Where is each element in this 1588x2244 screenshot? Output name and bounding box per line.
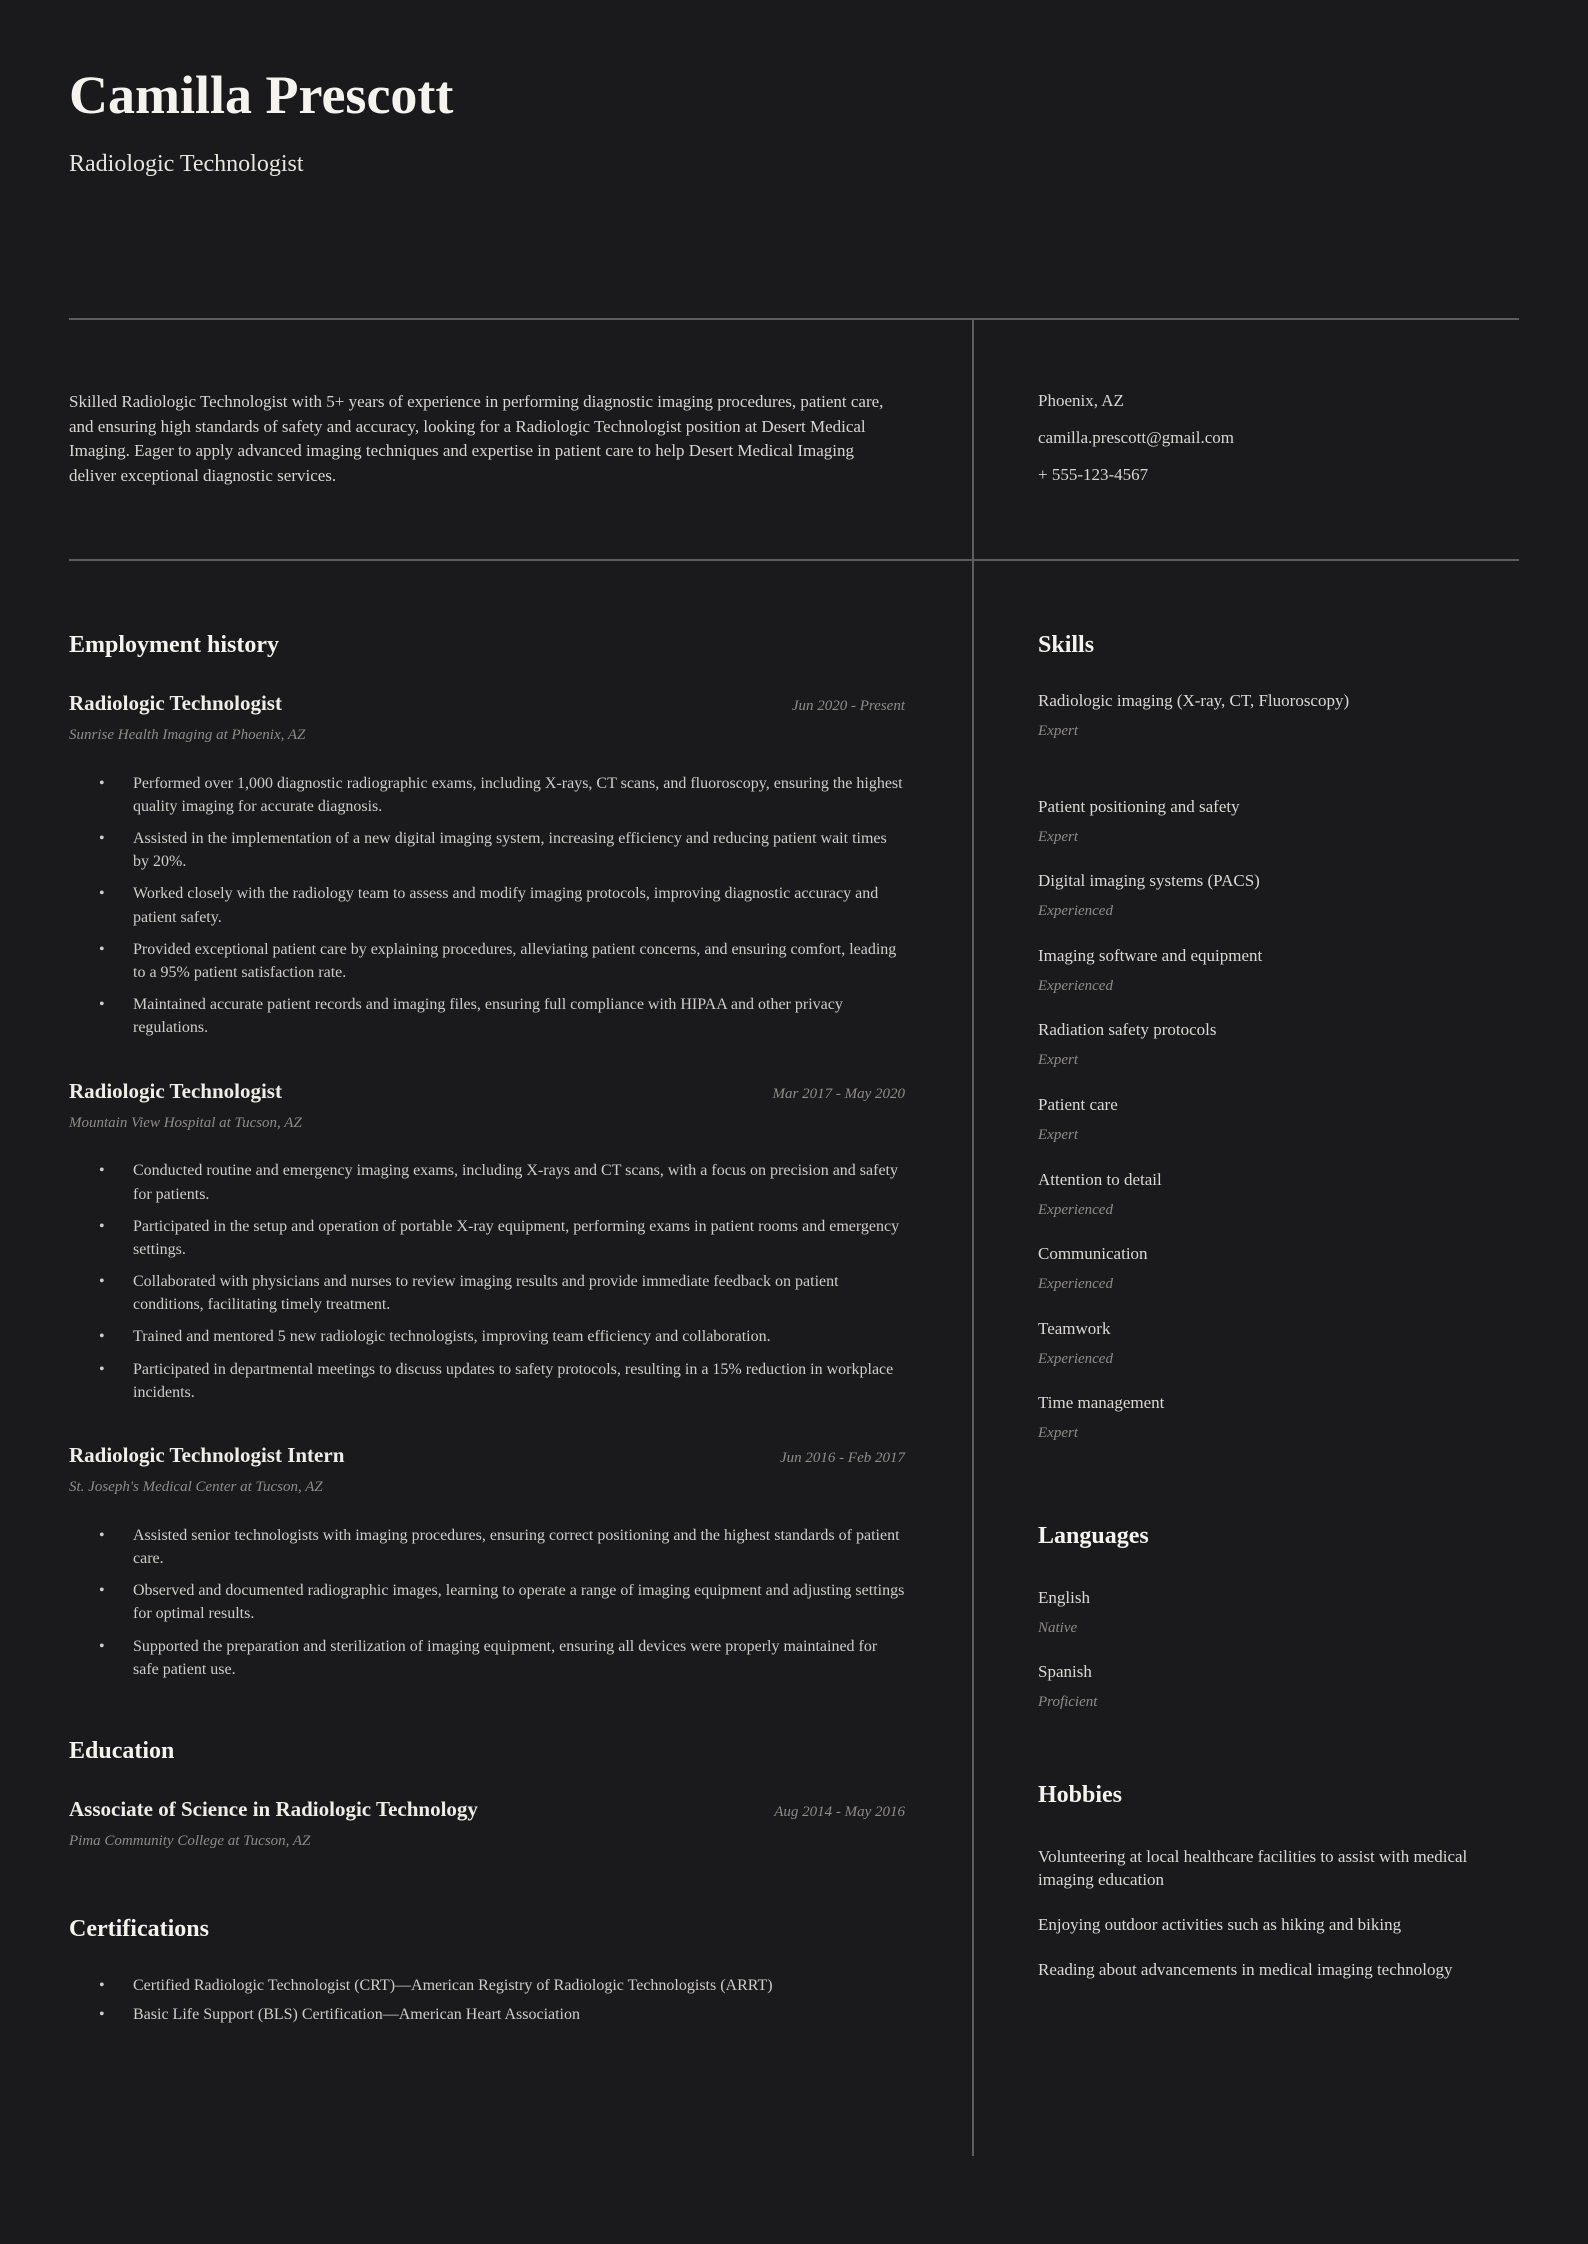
job-entry bbox=[69, 1078, 905, 1404]
skill-name: Time management bbox=[1038, 1393, 1165, 1413]
education-entry bbox=[69, 1796, 905, 1852]
hobby-item: Reading about advancements in medical imaging technology bbox=[1038, 1959, 1453, 1979]
skill-name: Teamwork bbox=[1038, 1318, 1111, 1338]
job-bullet-list bbox=[69, 1159, 905, 1404]
job-entry bbox=[69, 690, 905, 1040]
job-bullet-list bbox=[69, 1524, 905, 1681]
skill-item bbox=[1038, 1169, 1519, 1221]
job-bullet: • Participated in departmental meetings to discuss updates to safety protocols, resulting in a 15% reduction in workplace incidents. bbox=[69, 1358, 905, 1404]
summary-block bbox=[69, 320, 972, 559]
intro-section bbox=[69, 320, 1519, 559]
job-title: Radiologic Technologist bbox=[69, 690, 282, 715]
skill-level: Experienced bbox=[1038, 1201, 1113, 1218]
job-dates: Jun 2016 - Feb 2017 bbox=[780, 1450, 905, 1467]
education-section bbox=[69, 1737, 905, 1852]
job-dates: Mar 2017 - May 2020 bbox=[772, 1085, 905, 1102]
certifications-section bbox=[69, 1915, 905, 2026]
certification-item: • Basic Life Support (BLS) Certification—American Heart Association bbox=[69, 2003, 905, 2026]
job-title: Radiologic Technologist bbox=[69, 1078, 282, 1103]
person-name: Camilla Prescott bbox=[69, 65, 454, 125]
employment-heading: Employment history bbox=[69, 632, 279, 659]
job-bullet: • Collaborated with physicians and nurses to review imaging results and provide immediate feedback on patient conditions, facilitating timely treatment. bbox=[69, 1270, 905, 1316]
main-column bbox=[69, 561, 972, 2156]
skill-level: Expert bbox=[1038, 828, 1078, 845]
skill-name: Communication bbox=[1038, 1244, 1148, 1264]
skill-level: Experienced bbox=[1038, 1276, 1113, 1293]
job-bullet: • Conducted routine and emergency imaging exams, including X-rays and CT scans, with a focus on precision and safety for patients. bbox=[69, 1159, 905, 1205]
skill-item bbox=[1038, 945, 1519, 997]
certification-item: • Certified Radiologic Technologist (CRT)—American Registry of Radiologic Technologists (ARRT) bbox=[69, 1974, 905, 1997]
job-title-row bbox=[69, 690, 905, 716]
language-level: Proficient bbox=[1038, 1694, 1098, 1711]
contact-phone: + 555-123-4567 bbox=[1038, 465, 1149, 485]
skill-level: Experienced bbox=[1038, 977, 1113, 994]
skill-name: Attention to detail bbox=[1038, 1169, 1162, 1189]
contact-block bbox=[972, 320, 1519, 559]
skill-name: Imaging software and equipment bbox=[1038, 945, 1263, 965]
job-company: Mountain View Hospital at Tucson, AZ bbox=[69, 1114, 302, 1131]
main-content bbox=[69, 561, 1519, 2156]
hobby-item: Volunteering at local healthcare facilities to assist with medical imaging education bbox=[1038, 1846, 1468, 1889]
sidebar bbox=[972, 561, 1519, 2156]
degree-title: Associate of Science in Radiologic Technology bbox=[69, 1796, 478, 1821]
skill-name: Patient positioning and safety bbox=[1038, 796, 1240, 816]
skill-item bbox=[1038, 796, 1519, 848]
certification-list bbox=[69, 1974, 905, 2026]
language-item bbox=[1038, 1661, 1519, 1713]
skill-item bbox=[1038, 1318, 1519, 1370]
skill-item bbox=[1038, 690, 1519, 742]
hobbies-section bbox=[1038, 1781, 1519, 1982]
job-bullet: • Assisted senior technologists with imaging procedures, ensuring correct positioning and the highest standards of patient care. bbox=[69, 1524, 905, 1570]
skill-level: Expert bbox=[1038, 723, 1078, 740]
job-company: St. Joseph's Medical Center at Tucson, AZ bbox=[69, 1479, 323, 1496]
skills-section bbox=[1038, 631, 1519, 1444]
education-school: Pima Community College at Tucson, AZ bbox=[69, 1832, 311, 1849]
skill-item bbox=[1038, 1392, 1519, 1444]
language-item bbox=[1038, 1587, 1519, 1639]
contact-email[interactable]: camilla.prescott@gmail.com bbox=[1038, 427, 1234, 447]
job-bullet: • Performed over 1,000 diagnostic radiographic exams, including X-rays, CT scans, and fluoroscopy, ensuring the highest quality imaging for accurate diagnosis. bbox=[69, 772, 905, 818]
contact-location: Phoenix, AZ bbox=[1038, 390, 1124, 410]
job-bullet: • Observed and documented radiographic images, learning to operate a range of imaging equipment and adjusting settings for optimal results. bbox=[69, 1579, 905, 1625]
skill-name: Digital imaging systems (PACS) bbox=[1038, 871, 1260, 891]
skill-level: Expert bbox=[1038, 1052, 1078, 1069]
skill-name: Radiation safety protocols bbox=[1038, 1020, 1217, 1040]
skill-level: Experienced bbox=[1038, 1350, 1113, 1367]
languages-heading: Languages bbox=[1038, 1522, 1149, 1549]
skills-list bbox=[1038, 690, 1519, 1444]
skill-level: Expert bbox=[1038, 1127, 1078, 1144]
languages-list bbox=[1038, 1587, 1519, 1713]
job-bullet: • Maintained accurate patient records and imaging files, ensuring full compliance with HIPAA and other privacy regulations. bbox=[69, 993, 905, 1039]
skill-name: Radiologic imaging (X-ray, CT, Fluoroscopy) bbox=[1038, 690, 1350, 710]
job-entry bbox=[69, 1442, 905, 1681]
education-list bbox=[69, 1796, 905, 1852]
education-title-row bbox=[69, 1796, 905, 1822]
skills-heading: Skills bbox=[1038, 632, 1095, 659]
skill-item bbox=[1038, 1243, 1519, 1295]
job-bullet: • Assisted in the implementation of a new digital imaging system, increasing efficiency and reducing patient wait times by 20%. bbox=[69, 827, 905, 873]
employment-section bbox=[69, 631, 905, 1681]
hobbies-heading: Hobbies bbox=[1038, 1781, 1123, 1808]
certifications-heading: Certifications bbox=[69, 1916, 209, 1943]
education-heading: Education bbox=[69, 1737, 175, 1764]
job-title-row bbox=[69, 1442, 905, 1468]
job-company: Sunrise Health Imaging at Phoenix, AZ bbox=[69, 727, 306, 744]
job-bullet: • Trained and mentored 5 new radiologic technologists, improving team efficiency and collaboration. bbox=[69, 1325, 905, 1348]
job-bullet-list bbox=[69, 772, 905, 1040]
language-name: English bbox=[1038, 1587, 1090, 1607]
language-level: Native bbox=[1038, 1619, 1078, 1636]
job-bullet: • Participated in the setup and operation of portable X-ray equipment, performing exams in patient rooms and emergency settings. bbox=[69, 1215, 905, 1261]
summary-text: Skilled Radiologic Technologist with 5+ years of experience in performing diagnostic imaging procedures, patient care, and ensuring high standards of safety and accuracy, looking for a Radiologic Technologist position at Desert Medical Imaging. Eager to apply advanced imaging techniques and expertise in patient care to help Desert Medical Imaging deliver exceptional diagnostic services. bbox=[69, 391, 884, 485]
job-title: Radiologic Technologist Intern bbox=[69, 1443, 345, 1468]
skill-name: Patient care bbox=[1038, 1094, 1118, 1114]
languages-section bbox=[1038, 1522, 1519, 1713]
job-list bbox=[69, 690, 905, 1681]
job-bullet: • Worked closely with the radiology team to assess and modify imaging protocols, improving diagnostic accuracy and patient safety. bbox=[69, 882, 905, 928]
job-bullet: • Provided exceptional patient care by explaining procedures, alleviating patient concerns, and ensuring comfort, leading to a 95% patient satisfaction rate. bbox=[69, 938, 905, 984]
hobbies-list bbox=[1038, 1846, 1519, 1982]
resume-header bbox=[0, 0, 1588, 179]
language-name: Spanish bbox=[1038, 1662, 1092, 1682]
skill-item bbox=[1038, 1094, 1519, 1146]
person-job-title: Radiologic Technologist bbox=[69, 151, 304, 178]
job-bullet: • Supported the preparation and sterilization of imaging equipment, ensuring all devices were properly maintained for safe patient use. bbox=[69, 1635, 905, 1681]
skill-item bbox=[1038, 1019, 1519, 1071]
hobby-item: Enjoying outdoor activities such as hiking and biking bbox=[1038, 1914, 1402, 1934]
skill-item bbox=[1038, 870, 1519, 922]
job-dates: Jun 2020 - Present bbox=[791, 697, 905, 714]
skill-level: Experienced bbox=[1038, 903, 1113, 920]
skill-level: Expert bbox=[1038, 1425, 1078, 1442]
job-title-row bbox=[69, 1078, 905, 1104]
education-dates: Aug 2014 - May 2016 bbox=[774, 1803, 905, 1820]
